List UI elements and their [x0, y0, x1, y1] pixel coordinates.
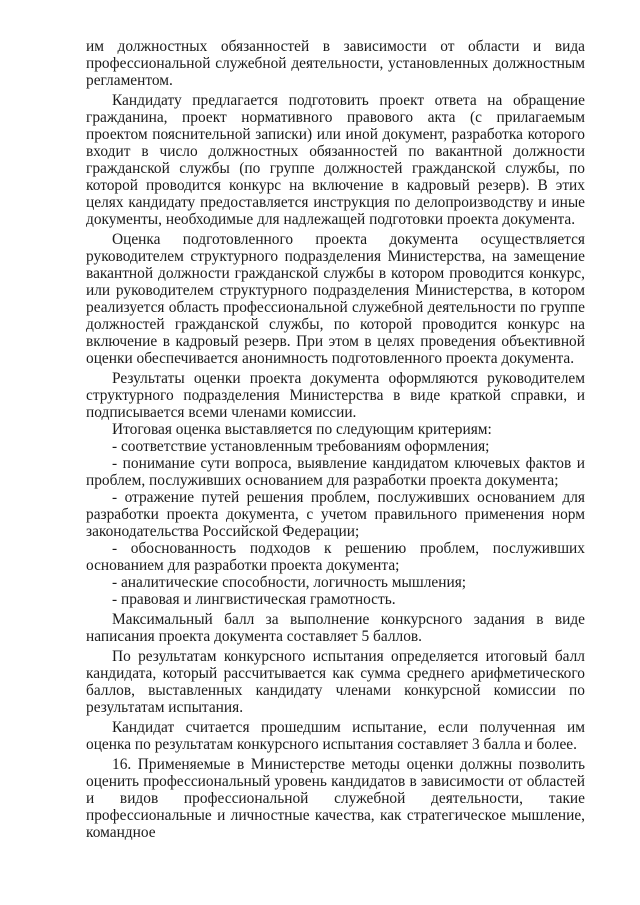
criteria-item: - соответствие установленным требованиям оформления;	[112, 438, 490, 455]
paragraph-section-16: 16. Применяемые в Министерстве методы оценки должны позволить оценить профессиональный уровень кандидатов в зависимости от областей и видов профессиональной служебной деятельности, такие профессиональные и личностные качества, как стратегическое мышление, командное	[86, 756, 585, 841]
criteria-item: - аналитические способности, логичность мышления;	[112, 574, 467, 591]
paragraph-results: Результаты оценки проекта документа оформляются руководителем структурного подразделения Министерства в виде краткой справки, и подписывается всеми членами комиссии.	[86, 370, 585, 421]
paragraph-evaluation: Оценка подготовленного проекта документа осуществляется руководителем структурного подразделения Министерства, на замещение вакантной должности гражданской службы в котором проводится конкурс, или руководителем структурного подразделения Министерства, в котором реализуется область профессиональной служебной деятельности по группе должностей гражданской службы, по которой проводится конкурс на включение в кадровый резерв. При этом в целях проведения объективной оценки обеспечивается анонимность подготовленного проекта документа.	[86, 231, 585, 367]
criteria-item: - отражение путей решения проблем, послуживших основанием для разработки проекта документа, с учетом правильного применения норм законодательства Российской Федерации;	[86, 489, 585, 540]
paragraph-criteria-intro: Итоговая оценка выставляется по следующим критериям:	[112, 421, 492, 438]
paragraph-task-description: Кандидату предлагается подготовить проект ответа на обращение гражданина, проект нормативного правового акта (с прилагаемым проектом пояснительной записки) или иной документ, разработка которого входит в число должностных обязанностей по вакантной должности гражданской службы (по группе должностей гражданской службы, по которой проводится конкурс на включение в кадровый резерв). В этих целях кандидату предоставляется инструкция по делопроизводству и иные документы, необходимые для надлежащей подготовки проекта документа.	[86, 92, 585, 228]
paragraph-final-score: По результатам конкурсного испытания определяется итоговый балл кандидата, который рассчитывается как сумма среднего арифметического баллов, выставленных кандидату членами конкурсной комиссии по результатам испытания.	[86, 648, 585, 716]
paragraph-max-score: Максимальный балл за выполнение конкурсного задания в виде написания проекта документа составляет 5 баллов.	[86, 611, 585, 645]
paragraph-duties-continuation: им должностных обязанностей в зависимости от области и вида профессиональной служебной деятельности, установленных должностным регламентом.	[86, 38, 585, 89]
criteria-item: - правовая и лингвистическая грамотность.	[112, 591, 396, 608]
document-body	[86, 38, 585, 841]
criteria-item: - понимание сути вопроса, выявление кандидатом ключевых фактов и проблем, послуживших основанием для разработки проекта документа;	[86, 455, 585, 489]
paragraph-pass-condition: Кандидат считается прошедшим испытание, если полученная им оценка по результатам конкурсного испытания составляет 3 балла и более.	[86, 719, 585, 753]
criteria-item: - обоснованность подходов к решению проблем, послуживших основанием для разработки проекта документа;	[86, 540, 585, 574]
